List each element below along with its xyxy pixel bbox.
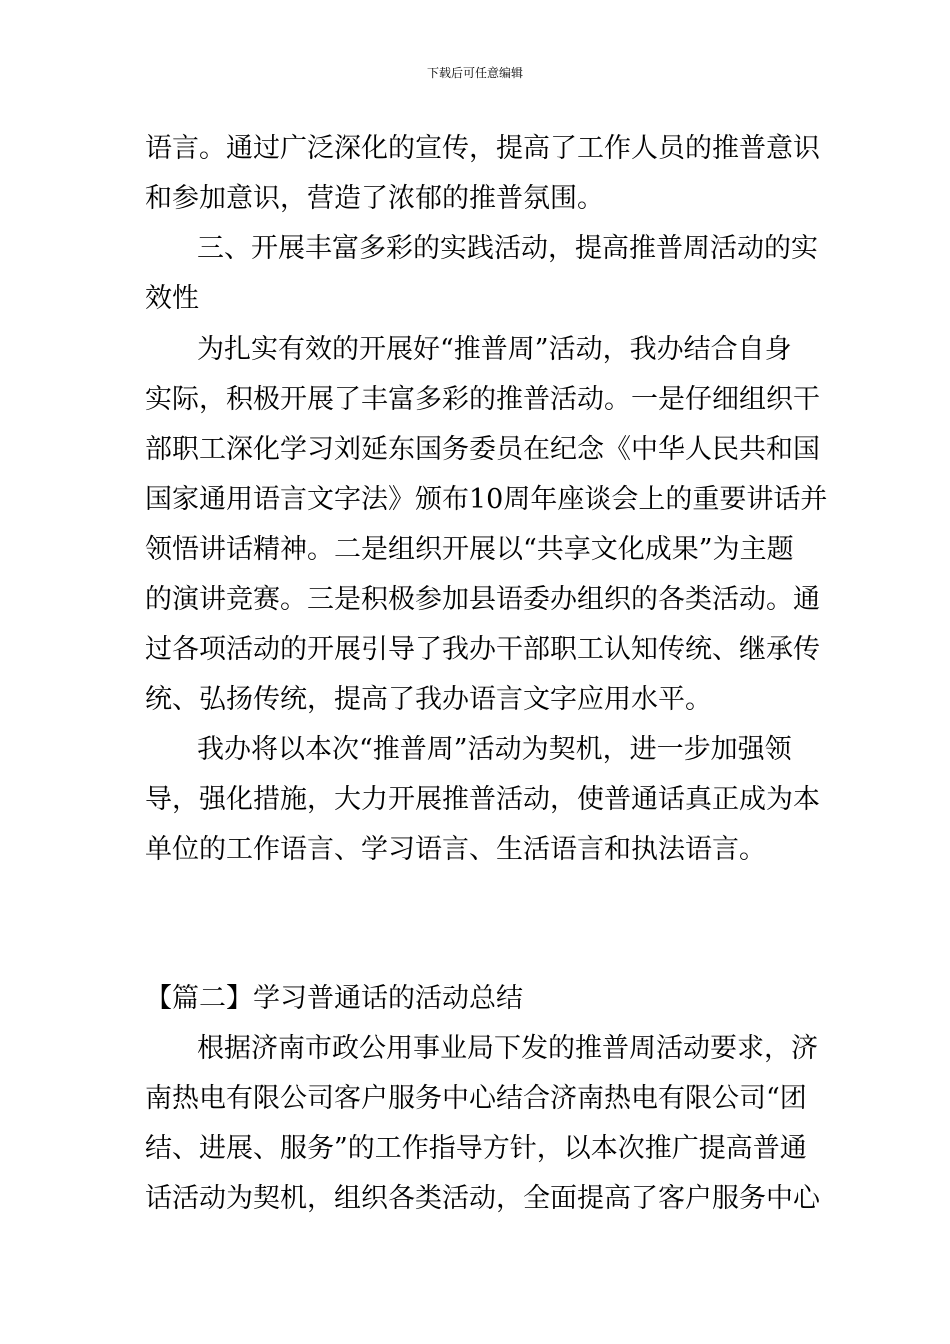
text-line: 南热电有限公司客户服务中心结合济南热电有限公司“团 (145, 1083, 807, 1114)
text-line: 语言。通过广泛深化的宣传，提高了工作人员的推普意识 (145, 133, 820, 164)
section-heading-cont: 效性 (145, 283, 199, 314)
text-line: 国家通用语言文字法》颁布10周年座谈会上的重要讲话并 (145, 484, 828, 515)
text-line: 领悟讲话精神。二是组织开展以“共享文化成果”为主题 (145, 534, 794, 565)
text-line: 的演讲竞赛。三是积极参加县语委办组织的各类活动。通 (145, 584, 820, 615)
text-line: 部职工深化学习刘延东国务委员在纪念《中华人民共和国 (145, 434, 820, 465)
text-line: 话活动为契机，组织各类活动，全面提高了客户服务中心 (145, 1183, 820, 1214)
text-line: 和参加意识，营造了浓郁的推普氛围。 (145, 183, 604, 214)
chapter-title: 【篇二】学习普通话的活动总结 (145, 983, 523, 1014)
text-line: 过各项活动的开展引导了我办干部职工认知传统、继承传 (145, 634, 820, 665)
text-line: 导，强化措施，大力开展推普活动，使普通话真正成为本 (145, 784, 820, 815)
page-header: 下载后可任意编辑 (426, 66, 523, 80)
text-line: 为扎实有效的开展好“推普周”活动，我办结合自身 (197, 334, 792, 365)
section-heading: 三、开展丰富多彩的实践活动，提高推普周活动的实 (197, 233, 818, 264)
text-line: 我办将以本次“推普周”活动为契机，进一步加强领 (197, 734, 792, 765)
text-line: 统、弘扬传统，提高了我办语言文字应用水平。 (145, 684, 712, 715)
text-line: 结、进展、服务”的工作指导方针，以本次推广提高普通 (145, 1133, 807, 1164)
text-line: 单位的工作语言、学习语言、生活语言和执法语言。 (145, 834, 766, 865)
text-line: 根据济南市政公用事业局下发的推普周活动要求，济 (197, 1033, 818, 1064)
text-line: 实际，积极开展了丰富多彩的推普活动。一是仔细组织干 (145, 384, 820, 415)
